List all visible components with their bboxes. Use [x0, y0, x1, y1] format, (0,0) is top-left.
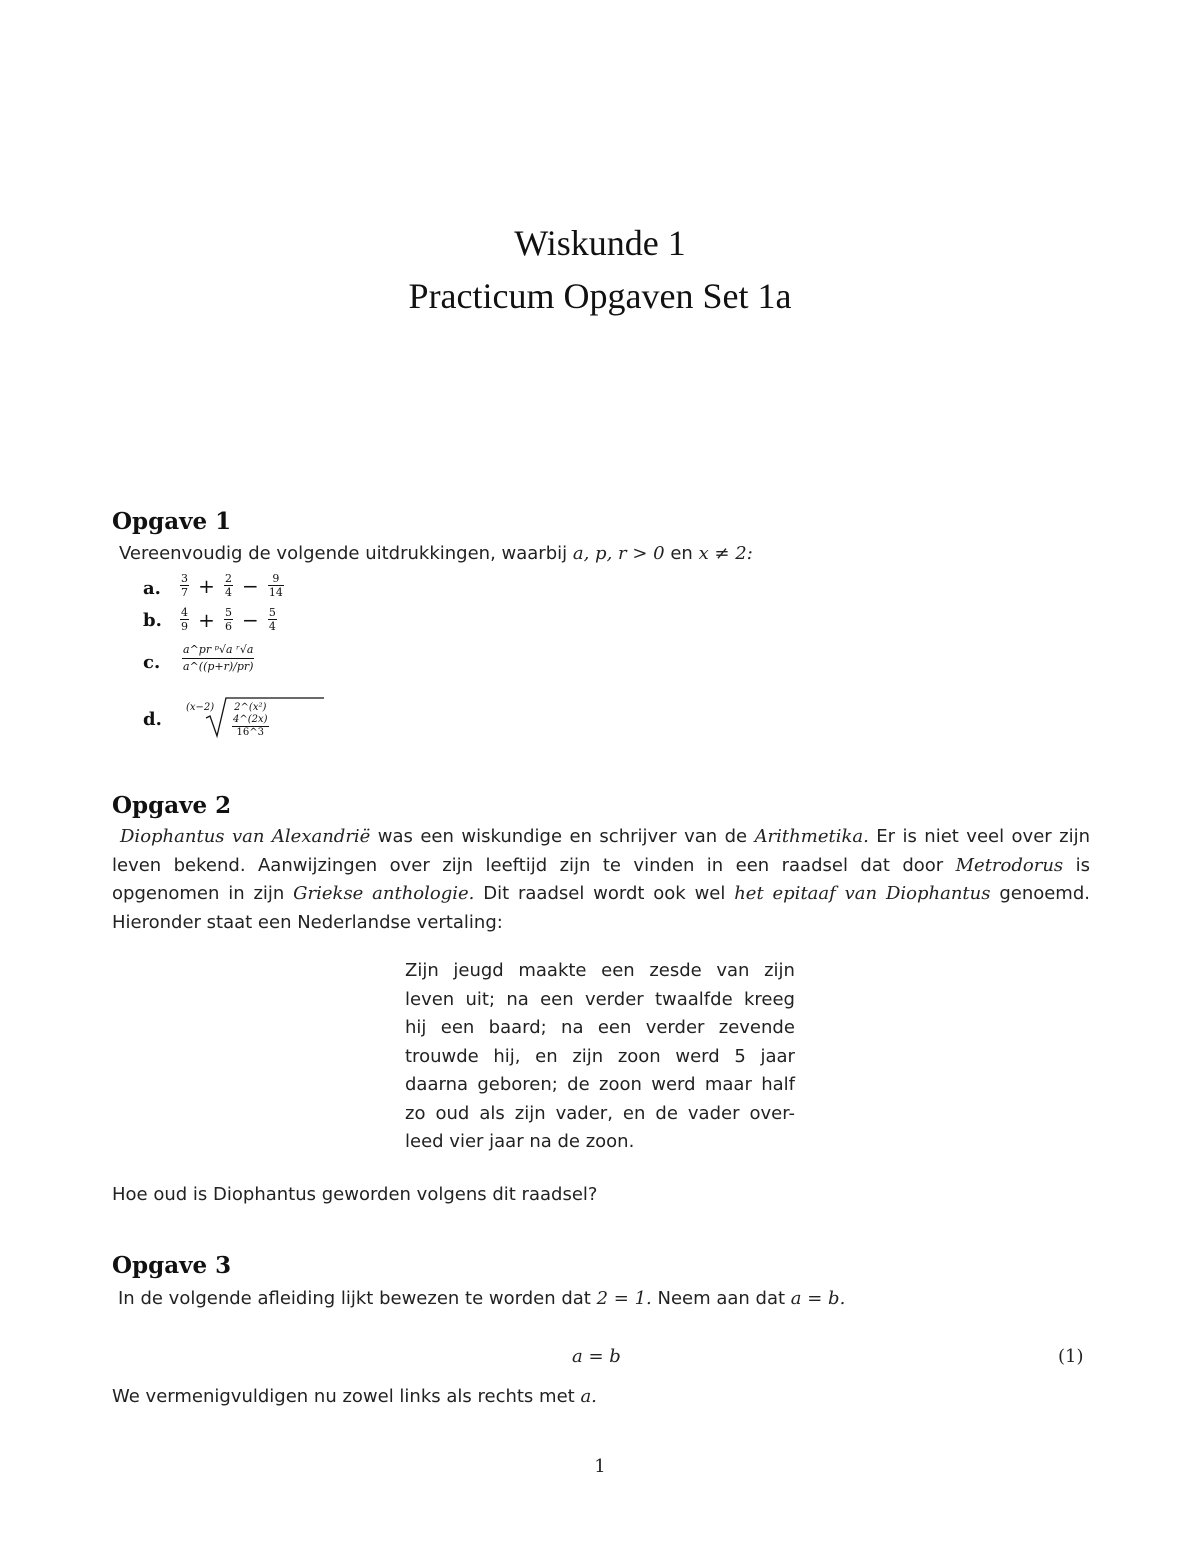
intro-math: 2 = 1.: [596, 1288, 652, 1309]
poem-word: jeugd: [453, 960, 504, 981]
opgave-3-after: [112, 1383, 597, 1412]
poem-word: en: [622, 1102, 646, 1124]
item-b-label: b.: [143, 610, 162, 631]
poem-word: verder: [584, 988, 644, 1010]
radicand-fraction: $\frac{\text{2\textasciicircum{}(x²) 4\textasciicircum{}(2x)}}{16\^{}3}$: [233, 702, 268, 738]
minus-operator: −: [242, 573, 259, 598]
intro-and: en: [670, 543, 693, 564]
item-a-label: a.: [143, 578, 161, 599]
poem-word: een: [601, 960, 635, 981]
poem-word: maar: [704, 1074, 752, 1095]
poem-word: zijn: [572, 1045, 604, 1067]
poem-word: van: [716, 960, 750, 981]
poem-word: uit;: [465, 988, 496, 1010]
plus-operator: +: [198, 573, 215, 598]
poem-word: een: [540, 988, 574, 1010]
poem-word: twaalfde: [654, 988, 733, 1010]
poem-word: over-: [749, 1102, 795, 1124]
document-subtitle: Practicum Opgaven Set 1a: [408, 276, 792, 316]
plus-operator: +: [198, 607, 215, 632]
poem-word: trouwde: [405, 1045, 479, 1067]
intro-text: Vereenvoudig de volgende uitdrukkingen, waarbij: [119, 543, 568, 564]
poem-word: vader,: [555, 1102, 613, 1124]
text-run: Griekse anthologie.: [293, 883, 475, 904]
text-run: Metrodorus: [955, 854, 1064, 876]
poem-word: zoon: [617, 1045, 661, 1067]
item-a-expression: [180, 572, 284, 599]
poem-line: leed vier jaar na de zoon.: [405, 1131, 635, 1152]
fraction: $\frac{2}{4}$: [224, 572, 232, 599]
equation: a = b: [572, 1346, 621, 1367]
item-d-label: d.: [143, 709, 162, 730]
poem-word: zijn: [514, 1102, 546, 1124]
poem-word: geboren;: [477, 1074, 558, 1095]
opgave-1-intro: [119, 540, 753, 569]
text-run: Diophantus van Alexandrië: [120, 826, 371, 847]
poem-word: maakte: [518, 960, 587, 981]
radical-index: (x−2): [186, 702, 215, 713]
after-text: We vermenigvuldigen nu zowel links als rechts met: [112, 1386, 575, 1407]
intro-math: a, p, r > 0: [572, 543, 665, 564]
poem-word: werd: [675, 1045, 720, 1067]
opgave-2-paragraph: [112, 823, 1090, 937]
poem-word: 5: [734, 1045, 746, 1067]
text-run: was een wiskundige en schrijver van de: [370, 826, 755, 847]
poem-word: hij: [405, 1017, 427, 1038]
opgave-1-heading: Opgave 1: [112, 508, 232, 535]
item-b-expression: [180, 606, 277, 633]
poem-word: als: [479, 1102, 505, 1124]
poem-word: half: [761, 1074, 795, 1095]
poem-word: zoon: [599, 1074, 642, 1095]
opgave-3-intro: [118, 1285, 845, 1314]
poem-word: jaar: [760, 1045, 795, 1067]
document-title: Wiskunde 1: [514, 223, 686, 263]
poem-word: Zijn: [405, 960, 439, 981]
poem-word: oud: [435, 1102, 470, 1124]
opgave-2-heading: Opgave 2: [112, 792, 232, 819]
poem-word: de: [567, 1074, 590, 1095]
poem-word: werd: [651, 1074, 696, 1095]
opgave-3-heading: Opgave 3: [112, 1252, 232, 1279]
fraction: $\frac{\text{a\textasciicircum{}pr ᵖ√a ʳ√a}}{a\^{}((p+r)/pr)}$: [183, 643, 254, 673]
text-run: genoemd. Hieronder staat een Nederlandse vertaling:: [112, 883, 1090, 933]
fraction: $\frac{9}{14}$: [268, 572, 283, 599]
poem-word: vader: [687, 1102, 740, 1124]
poem-line: [405, 1043, 795, 1072]
poem-line: [405, 1071, 795, 1100]
poem-line: [405, 1014, 795, 1043]
poem-word: na: [506, 988, 529, 1010]
intro-math-2: a = b.: [790, 1288, 846, 1309]
poem-line: [405, 986, 795, 1015]
minus-operator: −: [242, 607, 259, 632]
text-run: Arithmetika.: [754, 826, 869, 847]
text-run: Er is niet veel over zijn leven bekend. Aanwijzingen over zijn leeftijd zijn te vinden in een raadsel dat door: [112, 826, 1090, 876]
poem-word: daarna: [405, 1074, 469, 1095]
poem-word: de: [655, 1102, 678, 1124]
text-run: het epitaaf van Diophantus: [734, 883, 991, 904]
poem-line: [405, 1100, 795, 1129]
page-number: 1: [594, 1456, 606, 1477]
poem-word: baard;: [488, 1017, 547, 1038]
poem-word: een: [597, 1017, 632, 1038]
item-c-expression: [182, 642, 254, 675]
intro-text: In de volgende afleiding lijkt bewezen te worden dat: [118, 1288, 591, 1309]
poem-word: zijn: [764, 960, 795, 981]
poem-word: zevende: [718, 1017, 795, 1038]
fraction: $\frac{3}{7}$: [181, 572, 188, 599]
poem-word: kreeg: [743, 988, 795, 1010]
after-math: a.: [580, 1386, 597, 1407]
poem-word: leven: [405, 988, 455, 1010]
poem-word: zo: [405, 1102, 426, 1124]
item-c-label: c.: [143, 652, 161, 673]
intro-math-2: x ≠ 2:: [698, 543, 753, 564]
equation-number: (1): [1058, 1346, 1084, 1367]
opgave-2-question: Hoe oud is Diophantus geworden volgens dit raadsel?: [112, 1184, 598, 1205]
poem-word: na: [561, 1017, 584, 1038]
fraction: $\frac{5}{4}$: [268, 606, 276, 633]
fraction: $\frac{5}{6}$: [224, 606, 232, 633]
text-run: Dit raadsel wordt ook wel: [474, 883, 735, 904]
text-run: is opgenomen in zijn: [112, 854, 1090, 904]
intro-text-2: Neem aan dat: [657, 1288, 786, 1309]
poem-word: zesde: [649, 960, 702, 981]
poem-word: een: [440, 1017, 475, 1038]
poem-word: verder: [645, 1017, 705, 1038]
poem-word: hij,: [493, 1045, 521, 1067]
epitaph-poem: [405, 957, 795, 1157]
poem-line: [405, 957, 795, 986]
fraction: $\frac{4}{9}$: [181, 606, 188, 633]
poem-word: en: [535, 1045, 558, 1067]
